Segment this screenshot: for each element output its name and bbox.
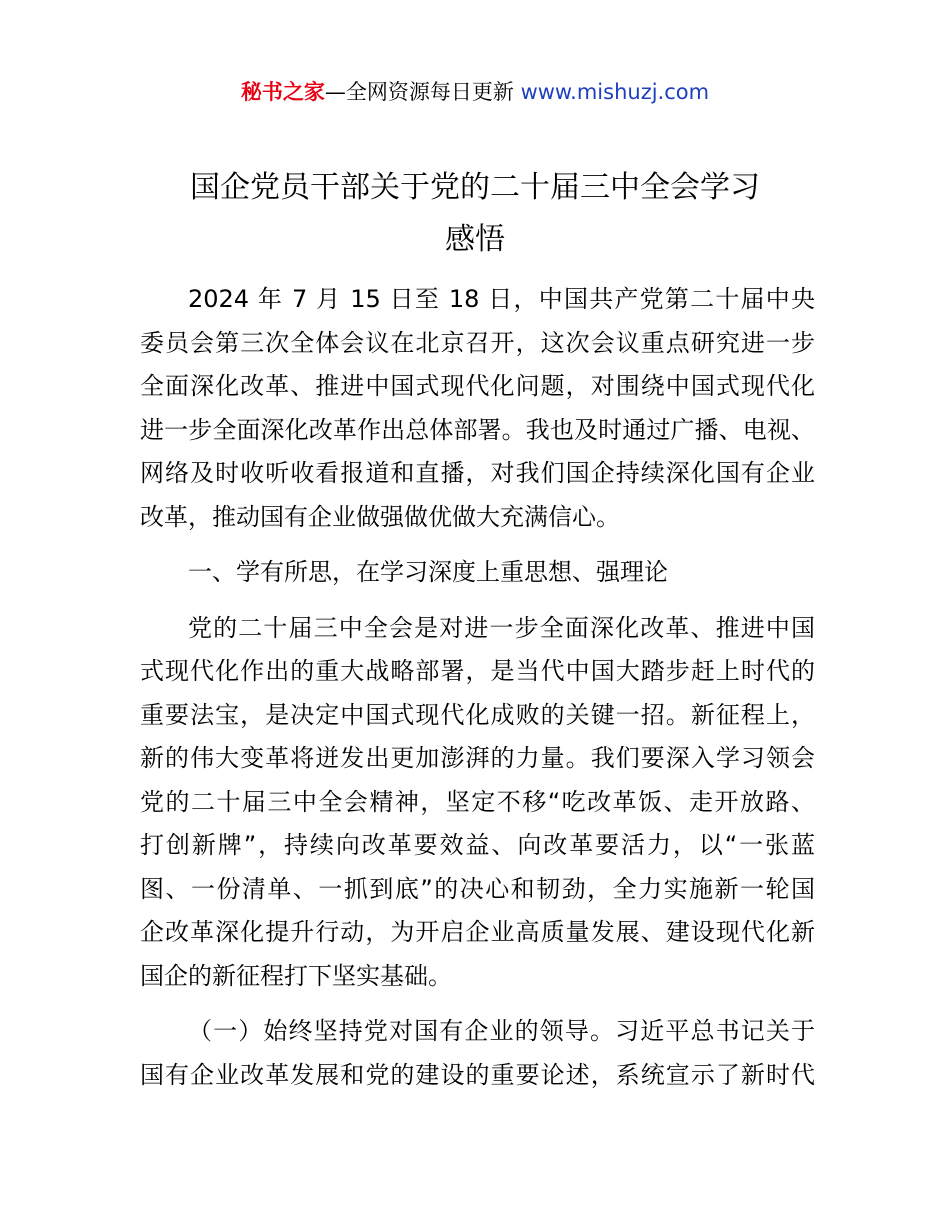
paragraph-line: 国企的新征程打下坚实基础。: [140, 961, 452, 990]
paragraph-line: 国有企业改革发展和党的建设的重要论述，系统宣示了新时代: [140, 1060, 815, 1089]
paragraph-line: （一）始终坚持党对国有企业的领导。习近平总书记关于: [188, 1017, 815, 1045]
paragraph-intro: [140, 278, 815, 539]
header-brand: 秘书之家: [240, 80, 325, 104]
paragraph-section-1: [140, 607, 815, 999]
heading-line: 一、学有所思，在学习深度上重思想、强理论: [188, 558, 668, 586]
paragraph-line: 企改革深化提升行动，为开启企业高质量发展、建设现代化新: [140, 918, 815, 946]
document-body: [140, 278, 815, 1097]
paragraph-line: 2024 年 7 月 15 日至 18 日，中国共产党第二十届中央: [188, 285, 815, 313]
header-url-link[interactable]: www.mishuzj.com: [520, 80, 710, 104]
paragraph-line: 重要法宝，是决定中国式现代化成败的关键一招。新征程上，: [140, 700, 815, 729]
page-header: [0, 76, 950, 108]
paragraph-line: 党的二十届三中全会是对进一步全面深化改革、推进中国: [188, 613, 815, 642]
paragraph-line: 进一步全面深化改革作出总体部署。我也及时通过广播、电视、: [140, 415, 815, 444]
paragraph-line: 改革，推动国有企业做强做优做大充满信心。: [140, 502, 620, 531]
paragraph-line: 网络及时收听收看报道和直播，对我们国企持续深化国有企业: [140, 459, 815, 487]
paragraph-line: 新的伟大变革将迸发出更加澎湃的力量。我们要深入学习领会: [140, 744, 815, 772]
paragraph-line: 图、一份清单、一抓到底”的决心和韧劲，全力实施新一轮国: [140, 874, 815, 903]
header-slogan: —全网资源每日更新: [324, 80, 521, 104]
section-heading-1: [140, 551, 815, 595]
paragraph-subsection-1: [140, 1010, 815, 1097]
document-title-line-1: 国企党员干部关于党的二十届三中全会学习: [190, 170, 760, 205]
document-title-line-2: 感悟: [445, 222, 505, 257]
paragraph-line: 打创新牌”，持续向改革要效益、向改革要活力，以“一张蓝: [140, 831, 815, 859]
paragraph-line: 委员会第三次全体会议在北京召开，这次会议重点研究进一步: [140, 328, 815, 357]
paragraph-line: 式现代化作出的重大战略部署，是当代中国大踏步赶上时代的: [140, 657, 815, 685]
paragraph-line: 全面深化改革、推进中国式现代化问题，对围绕中国式现代化: [140, 372, 815, 400]
paragraph-line: 党的二十届三中全会精神，坚定不移“吃改革饭、走开放路、: [140, 787, 815, 816]
